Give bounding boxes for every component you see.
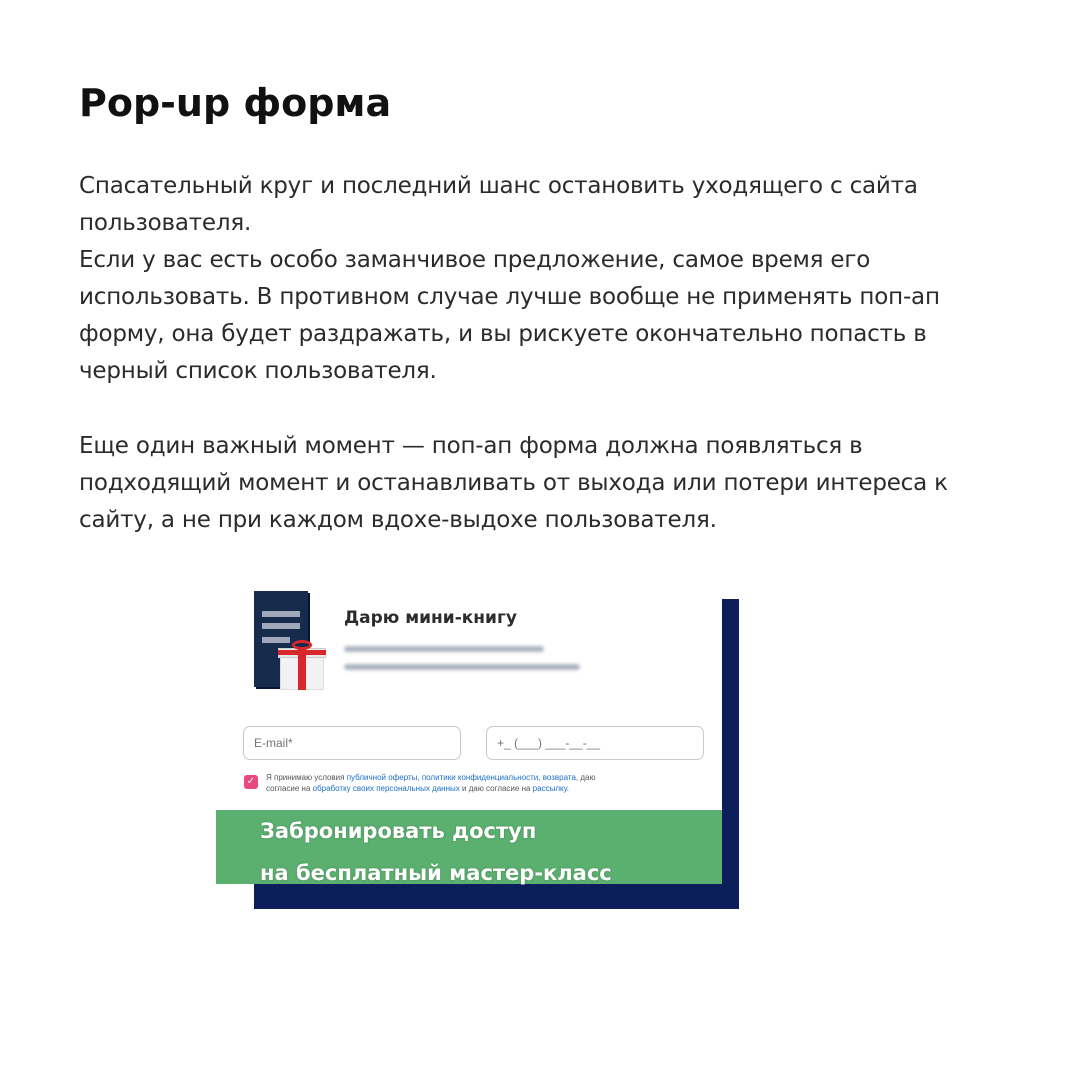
cta-line: на бесплатный мастер-класс [260, 861, 612, 885]
paragraph-line: черный список пользователя. [79, 358, 437, 384]
consent-text-part: даю [578, 773, 596, 782]
consent-text-part: согласие на [266, 784, 313, 793]
consent-text-part: Я принимаю условия [266, 773, 347, 782]
blurred-text [344, 664, 580, 670]
intro-paragraph [79, 168, 1019, 390]
paragraph-line: пользователя. [79, 210, 252, 236]
paragraph-line: подходящий момент и останавливать от выхода или потери интереса к [79, 470, 948, 496]
popup-form-example [216, 588, 740, 912]
page-title: Pop-up форма [79, 81, 392, 125]
paragraph-line: сайту, а не при каждом вдохе-выдохе пользователя. [79, 507, 717, 533]
consent-text-part: и даю согласие на [459, 784, 533, 793]
paragraph-line: использовать. В противном случае лучше вообще не применять поп-ап [79, 284, 940, 310]
phone-input[interactable] [486, 726, 704, 760]
paragraph-line: форму, она будет раздражать, и вы рискуете окончательно попасть в [79, 321, 927, 347]
cta-line: Забронировать доступ [260, 819, 537, 843]
personal-data-link[interactable]: обработку своих персональных данных [312, 784, 460, 793]
checkmark-icon: ✓ [246, 776, 256, 787]
gift-box-icon [278, 640, 326, 690]
popup-card [248, 588, 722, 814]
blurred-text [344, 646, 544, 652]
consent-checkbox[interactable] [244, 775, 258, 789]
consent-text [266, 772, 706, 794]
paragraph-line: Если у вас есть особо заманчивое предложение, самое время его [79, 247, 871, 273]
second-paragraph [79, 428, 1019, 539]
paragraph-line: Спасательный круг и последний шанс остановить уходящего с сайта [79, 173, 918, 199]
newsletter-link[interactable]: рассылку. [532, 784, 569, 793]
policy-link[interactable]: публичной оферты, политики конфиденциальности, возврата, [346, 773, 579, 782]
email-input[interactable] [243, 726, 461, 760]
paragraph-line: Еще один важный момент — поп-ап форма должна появляться в [79, 433, 863, 459]
book-access-button[interactable] [216, 810, 722, 884]
promo-title: Дарю мини-книгу [344, 608, 517, 628]
